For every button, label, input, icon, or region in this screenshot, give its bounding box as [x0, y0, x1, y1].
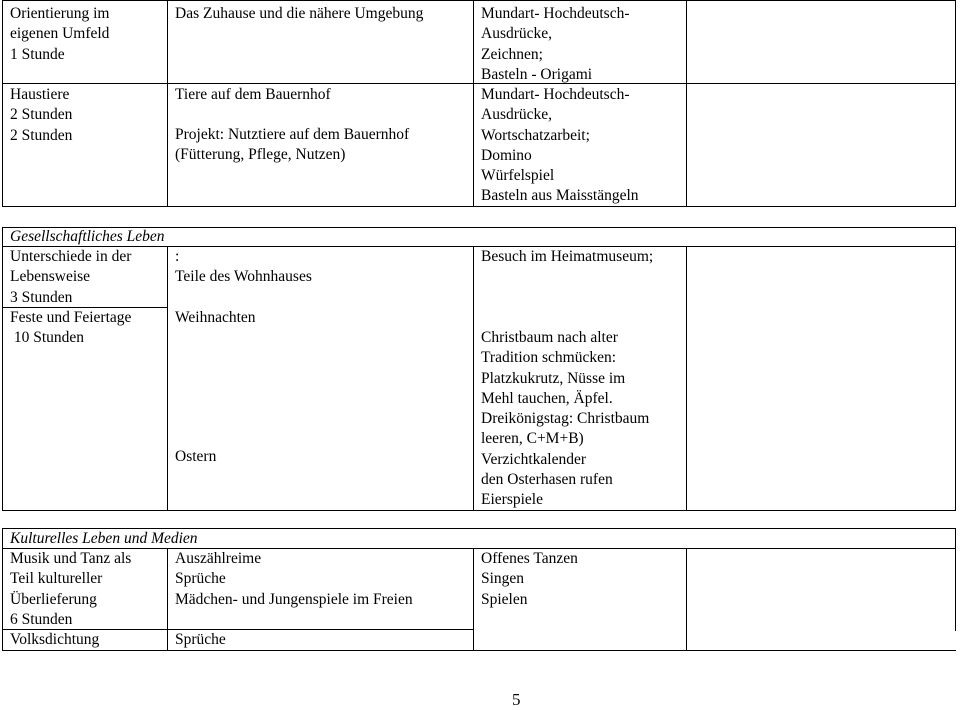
cell-line: Teile des Wohnhauses — [175, 268, 312, 286]
cell-line: Verzichtkalender — [481, 450, 586, 468]
rule-s2-v4 — [955, 227, 956, 511]
cell-line: Zeichnen; — [481, 45, 543, 63]
s3-r1-topic — [10, 549, 131, 630]
heading-text: Gesellschaftliches Leben — [10, 228, 165, 245]
s2-r2-topic — [10, 308, 131, 349]
s1-r1-content — [175, 4, 423, 24]
cell-line: Wortschatzarbeit; — [481, 126, 590, 144]
s2-r2-content-weihnachten — [175, 308, 256, 328]
cell-line: Basteln - Origami — [481, 65, 593, 83]
cell-line: Ostern — [175, 448, 217, 465]
cell-line: Offenes Tanzen — [481, 550, 578, 567]
cell-line: (Fütterung, Pflege, Nutzen) — [175, 146, 346, 164]
rule-s3-v4 — [955, 528, 956, 631]
rule-s2-v3 — [686, 246, 687, 511]
heading-text: Kulturelles Leben und Medien — [10, 530, 198, 547]
cell-line: Dreikönigstag: Christbaum — [481, 410, 650, 428]
s3-r2-topic — [10, 630, 99, 650]
cell-line: Orientierung im — [10, 5, 110, 22]
cell-line: Projekt: Nutztiere auf dem Bauernhof — [175, 126, 410, 143]
cell-line: Spielen — [481, 590, 528, 608]
s2-r2-activities — [481, 328, 649, 511]
s1-r2-activities — [481, 85, 639, 207]
cell-line: Feste und Feiertage — [10, 309, 132, 326]
s2-r1-content — [175, 247, 312, 288]
cell-line: 6 Stunden — [10, 610, 73, 628]
cell-line: Mehl tauchen, Äpfel. — [481, 389, 613, 407]
cell-line: Tradition schmücken: — [481, 349, 617, 367]
rule-s3-v2 — [473, 548, 474, 651]
cell-line: Weihnachten — [175, 309, 256, 326]
cell-line: Ausdrücke, — [481, 25, 553, 43]
cell-line: 2 Stunden — [10, 126, 73, 144]
page-number: 5 — [512, 690, 521, 709]
cell-line: Christbaum nach alter — [481, 329, 618, 346]
cell-line: 2 Stunden — [10, 106, 73, 124]
cell-line: Sprüche — [175, 631, 226, 648]
cell-line: Sprüche — [175, 570, 226, 588]
cell-line: Auszählreime — [175, 550, 262, 567]
cell-line: : — [175, 248, 180, 265]
rule-s2-v0 — [2, 227, 3, 511]
cell-line: Eierspiele — [481, 491, 543, 509]
rule-s1-v0 — [2, 0, 3, 207]
cell-line: Tiere auf dem Bauernhof — [175, 86, 331, 103]
cell-line: Teil kultureller — [10, 570, 103, 588]
cell-line: Das Zuhause und die nähere Umgebung — [175, 5, 424, 22]
rule-s2-v2 — [473, 246, 474, 511]
cell-line: eigenen Umfeld — [10, 25, 110, 43]
rule-s1-v4 — [955, 0, 956, 207]
cell-line: Volksdichtung — [10, 631, 100, 648]
cell-line: Platzkukrutz, Nüsse im — [481, 369, 626, 387]
rule-s1-v1 — [167, 0, 168, 207]
cell-line: Singen — [481, 570, 525, 588]
rule-s3-bottom — [2, 650, 956, 651]
cell-line: Überlieferung — [10, 590, 97, 608]
cell-line: Würfelspiel — [481, 167, 555, 185]
s1-r2-content-b — [175, 125, 409, 166]
cell-line: 1 Stunde — [10, 45, 65, 63]
s1-r1-topic — [10, 4, 109, 65]
rule-s3-v3 — [686, 548, 687, 651]
rule-s1-mid — [2, 83, 956, 84]
rule-s2-v1 — [167, 246, 168, 511]
rule-s3-v0 — [2, 528, 3, 651]
rule-s1-v2 — [473, 0, 474, 207]
rule-s2-bottom — [2, 510, 956, 511]
s3-r1-content — [175, 549, 413, 610]
section-heading-kulturelles-leben — [10, 529, 198, 549]
cell-line: Mundart- Hochdeutsch- — [481, 86, 630, 103]
s2-r1-topic — [10, 247, 131, 308]
cell-line: Unterschiede in der — [10, 248, 132, 265]
s1-r2-topic — [10, 85, 72, 146]
cell-line: Mundart- Hochdeutsch- — [481, 5, 630, 22]
s2-r2-content-ostern — [175, 447, 216, 467]
s2-r1-activities — [481, 247, 653, 267]
s3-r2-content — [175, 630, 226, 650]
s3-r1-activities — [481, 549, 578, 610]
cell-line: Mädchen- und Jungenspiele im Freien — [175, 590, 413, 608]
cell-line: den Osterhasen rufen — [481, 471, 613, 489]
cell-line: leeren, C+M+B) — [481, 430, 584, 448]
rule-s1-bottom — [2, 206, 956, 207]
s1-r1-activities — [481, 4, 630, 85]
cell-line: Musik und Tanz als — [10, 550, 132, 567]
cell-line: Domino — [481, 146, 532, 164]
rule-s1-v3 — [686, 0, 687, 207]
section-heading-gesellschaftliches-leben — [10, 227, 165, 247]
rule-s3-v1 — [167, 548, 168, 651]
cell-line: Besuch im Heimatmuseum; — [481, 248, 654, 265]
s1-r2-content-a — [175, 85, 331, 105]
cell-line: Lebensweise — [10, 268, 91, 286]
cell-line: Basteln aus Maisstängeln — [481, 187, 639, 205]
cell-line: Haustiere — [10, 86, 70, 103]
rule-top — [2, 0, 956, 1]
cell-line: 10 Stunden — [10, 329, 85, 347]
cell-line: 3 Stunden — [10, 288, 73, 306]
cell-line: Ausdrücke, — [481, 106, 553, 124]
